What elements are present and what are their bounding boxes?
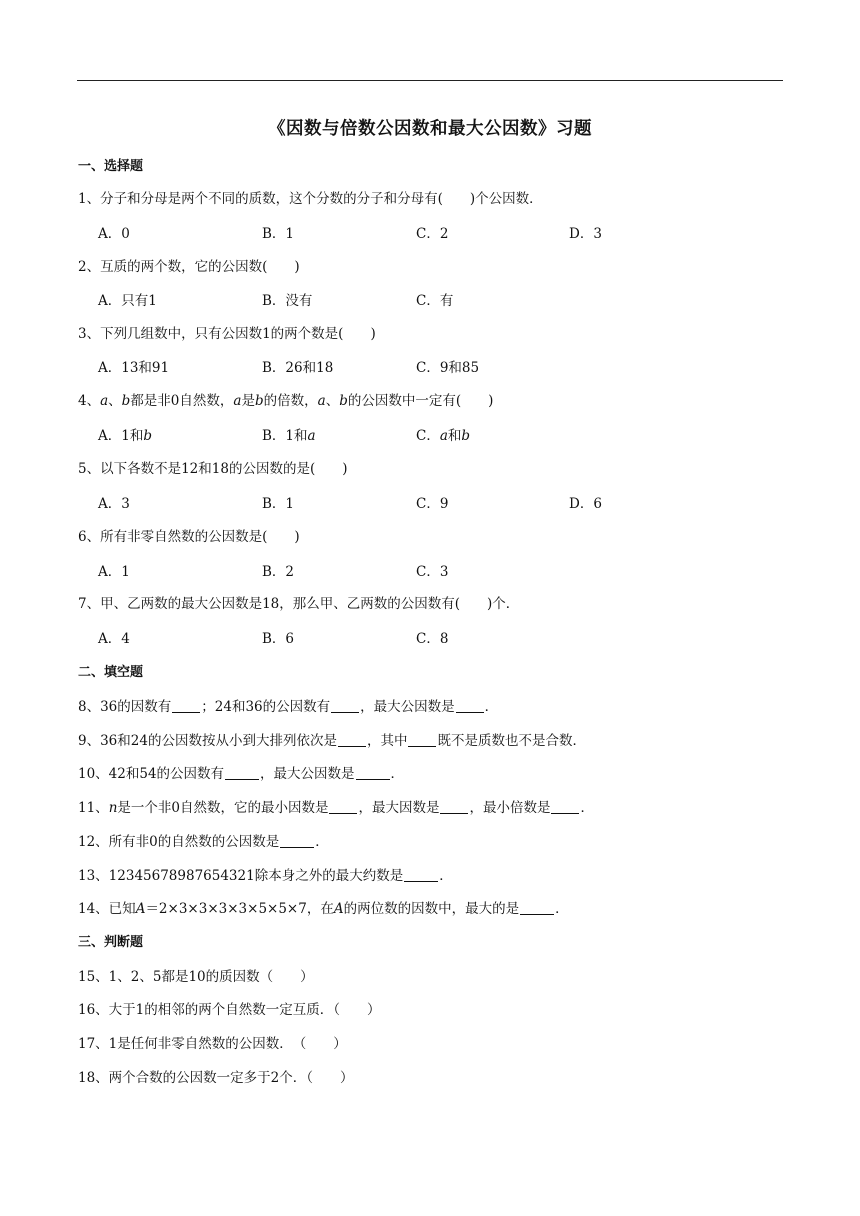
q11-text: ，最大因数是: [358, 800, 440, 816]
question-8: [78, 698, 498, 716]
section-heading-fill: 二、填空题: [78, 665, 144, 680]
q7-option-c: C．8: [416, 631, 449, 647]
answer-blank[interactable]: [404, 867, 438, 882]
q12-text: 12、所有非0的自然数的公因数是: [78, 834, 280, 850]
q4-text: 、: [108, 393, 122, 409]
q5-option-a: A．3: [98, 496, 130, 512]
q14-expression: ＝2×3×3×3×3×5×5×7: [145, 901, 307, 917]
q8-text: ，最大公因数是: [360, 699, 455, 715]
question-11: [78, 799, 594, 817]
q14-text: ．: [555, 901, 569, 917]
q1-option-a: A．0: [98, 226, 130, 242]
q4-text: 4、: [78, 393, 101, 409]
q14-text: 14、已知: [78, 901, 136, 917]
q4-option-c-text: C．: [416, 428, 440, 444]
q4-option-b-text: B．1和: [262, 428, 308, 444]
answer-blank[interactable]: [356, 765, 390, 780]
question-4: [78, 392, 493, 410]
q4-text: 的倍数，: [263, 393, 318, 409]
question-7: 7、甲、乙两数的最大公因数是18，那么甲、乙两数的公因数有( )个．: [78, 596, 520, 612]
q7-option-b: B．6: [262, 631, 295, 647]
var-A: A: [135, 901, 146, 917]
q8-text: ；24和36的公因数有: [201, 699, 331, 715]
q3-option-c: C．9和85: [416, 360, 480, 376]
var-a: a: [100, 393, 109, 409]
q5-option-c: C．9: [416, 496, 449, 512]
q6-option-b: B．2: [262, 564, 295, 580]
q6-option-c: C．3: [416, 564, 449, 580]
question-16: 16、大于1的相邻的两个自然数一定互质．（ ）: [78, 1002, 381, 1018]
q1-option-b: B．1: [262, 226, 295, 242]
q9-text: 既不是质数也不是合数．: [437, 733, 586, 749]
question-18: 18、两个合数的公因数一定多于2个．（ ）: [78, 1070, 354, 1086]
q1-option-c: C．2: [416, 226, 449, 242]
question-12: [78, 833, 329, 851]
q14-text: ，在: [306, 901, 334, 917]
answer-blank[interactable]: [551, 799, 579, 814]
q4-text: 、: [325, 393, 340, 409]
question-5: 5、以下各数不是12和18的公因数的是( ): [78, 461, 348, 477]
q4-option-c: [416, 427, 470, 445]
q5-option-b: B．1: [262, 496, 295, 512]
q4-text: 的公因数中一定有( ): [347, 393, 494, 409]
q2-option-c: C．有: [416, 293, 454, 309]
question-9: [78, 732, 586, 750]
page-title: 《因数与倍数公因数和最大公因数》习题: [268, 119, 592, 139]
answer-blank[interactable]: [408, 732, 436, 747]
question-1: 1、分子和分母是两个不同的质数，这个分数的分子和分母有( )个公因数．: [78, 191, 543, 207]
var-n: n: [108, 800, 118, 816]
q4-text: 都是非0自然数，: [130, 393, 234, 409]
var-A: A: [333, 901, 344, 917]
section-heading-choice: 一、选择题: [78, 159, 144, 174]
answer-blank[interactable]: [520, 900, 554, 915]
answer-blank[interactable]: [225, 765, 259, 780]
answer-blank[interactable]: [440, 799, 468, 814]
question-17: 17、1是任何非零自然数的公因数． （ ）: [78, 1036, 347, 1052]
q8-text: 8、36的因数有: [78, 699, 172, 715]
question-3: 3、下列几组数中，只有公因数1的两个数是( ): [78, 326, 376, 342]
answer-blank[interactable]: [456, 698, 484, 713]
question-6: 6、所有非零自然数的公因数是( ): [78, 529, 300, 545]
var-a: a: [307, 428, 316, 444]
q3-option-a: A．13和91: [98, 360, 170, 376]
answer-blank[interactable]: [329, 799, 357, 814]
answer-blank[interactable]: [338, 732, 366, 747]
question-10: [78, 765, 404, 783]
var-a: a: [317, 393, 326, 409]
q4-option-b: [262, 427, 316, 445]
q13-text: ．: [439, 868, 453, 884]
question-2: 2、互质的两个数，它的公因数( ): [78, 259, 300, 275]
question-14: [78, 900, 569, 918]
var-b: b: [339, 393, 348, 409]
var-b: b: [121, 393, 131, 409]
answer-blank[interactable]: [280, 833, 314, 848]
header-rule: [77, 80, 783, 81]
section-heading-judge: 三、判断题: [78, 935, 144, 950]
q2-option-b: B．没有: [262, 293, 313, 309]
q11-text: ．: [580, 800, 594, 816]
var-a: a: [233, 393, 242, 409]
q13-text: 13、12345678987654321除本身之外的最大约数是: [78, 868, 404, 884]
q5-option-d: D．6: [569, 496, 602, 512]
q10-text: 10、42和54的公因数有: [78, 766, 225, 782]
q10-text: ，最大公因数是: [260, 766, 355, 782]
q12-text: ．: [315, 834, 329, 850]
q14-text: 的两位数的因数中，最大的是: [343, 901, 520, 917]
question-15: 15、1、2、5都是10的质因数（ ）: [78, 969, 314, 985]
q11-text: ，最小倍数是: [469, 800, 551, 816]
q6-option-a: A．1: [98, 564, 130, 580]
q8-text: ．: [484, 699, 499, 715]
q1-option-d: D．3: [569, 226, 602, 242]
q4-option-a: [98, 427, 152, 445]
var-a: a: [439, 428, 448, 444]
q2-option-a: A．只有1: [98, 293, 157, 309]
question-13: [78, 867, 453, 885]
answer-blank[interactable]: [172, 698, 200, 713]
q4-option-a-text: A．1和: [98, 428, 144, 444]
q11-text: 是一个非0自然数，它的最小因数是: [117, 800, 329, 816]
q9-text: 9、36和24的公因数按从小到大排列依次是: [78, 733, 337, 749]
q3-option-b: B．26和18: [262, 360, 334, 376]
q10-text: ．: [390, 766, 405, 782]
q4-text: 是: [241, 393, 255, 409]
var-b: b: [461, 428, 471, 444]
answer-blank[interactable]: [331, 698, 359, 713]
q4-option-c-text: 和: [447, 428, 462, 444]
q7-option-a: A．4: [98, 631, 130, 647]
q9-text: ，其中: [366, 733, 408, 749]
var-b: b: [254, 393, 264, 409]
q11-text: 11、: [78, 800, 109, 816]
var-b: b: [143, 428, 152, 444]
